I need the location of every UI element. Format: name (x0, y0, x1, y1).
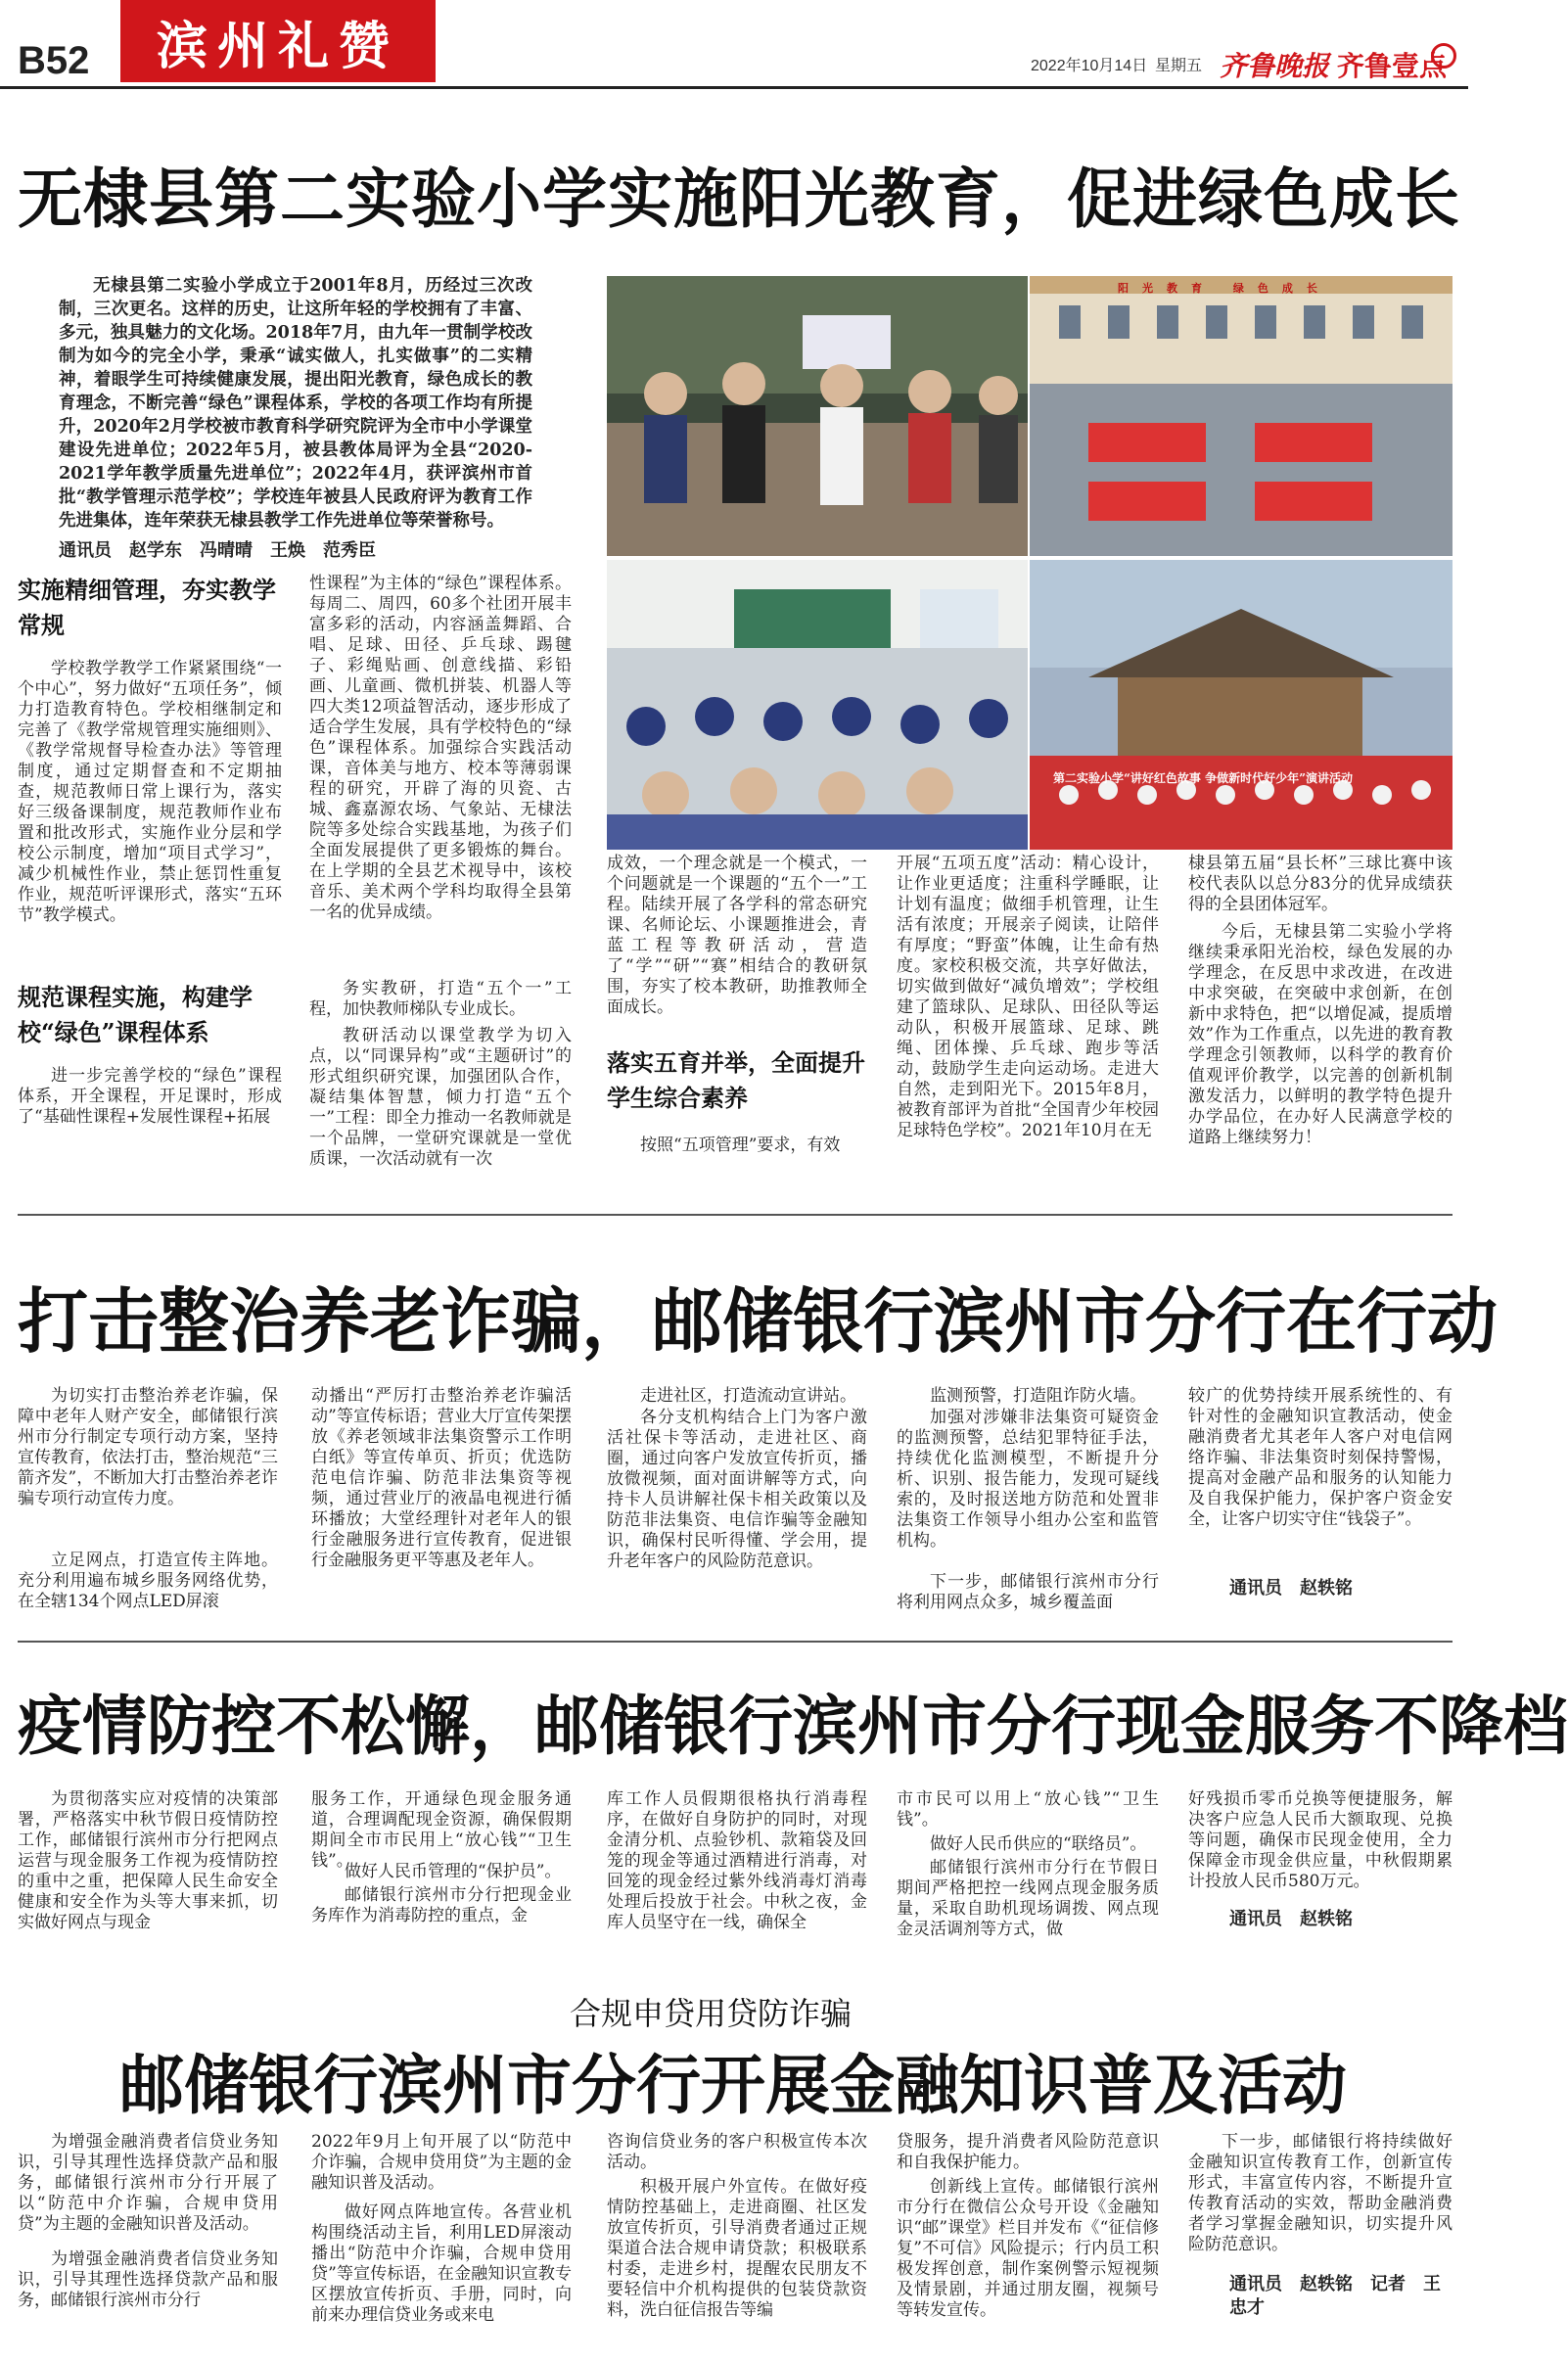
photo-classroom (607, 560, 1028, 850)
article3-col4-text2: 做好人民币供应的“联络员”。 (930, 1834, 1147, 1854)
article2-col4-text: 监测预警，打造阻诈防火墙。 (930, 1386, 1146, 1406)
article4-subtitle: 合规申贷用贷防诈骗 (570, 1995, 853, 2032)
article2-col3-text2: 各分支机构结合上门为客户激活社保卡等活动，走进社区、商圈，通过向客户发放宣传折页，播放微视频，面对面讲解等方式，向持卡人员讲解社保卡相关政策以及防范非法集资、电信诈骗等金融知识，确保村民听得懂、学会用，提升老年客户的风险防范意识。 (607, 1408, 867, 1571)
article1-col3-text2: 按照“五项管理”要求，有效 (640, 1135, 841, 1155)
article2-col4-text3: 下一步，邮储银行滨州市分行将利用网点众多，城乡覆盖面 (897, 1572, 1159, 1612)
article4-col4-text2: 创新线上宣传。邮储银行滨州市分行在微信公众号开设《金融知识“邮”课堂》栏目并发布《“征信修复”不可信》风险提示；行内员工积极发挥创意，制作案例警示短视频及情景剧，并通过朋友圈，视频号等转发宣传。 (897, 2177, 1159, 2320)
issue-date: 2022年10月14日 (1031, 58, 1148, 74)
photo-teachers-ceremony (607, 276, 1028, 556)
section-banner: 滨州礼赞 (120, 0, 436, 82)
article4-byline: 通讯员 赵轶铭 记者 王忠才 (1229, 2274, 1441, 2318)
article2-col1-text2: 立足网点，打造宣传主阵地。充分利用遍布城乡服务网络优势，在全辖134个网点LED屏滚 (18, 1551, 278, 1611)
section-rule-1 (18, 1214, 1453, 1216)
article2-col1-text: 为切实打击整治养老诈骗，保障中老年人财产安全，邮储银行滨州市分行制定专项行动方案，坚持宣传教育，依法打击，整治规范“三箭齐发”，不断加大打击整治养老诈骗专项行动宣传力度。 (18, 1386, 278, 1508)
article4-col1-text: 为增强金融消费者信贷业务知识，引导其理性选择贷款产品和服务，邮储银行滨州市分行开展了以“防范中介诈骗，合规申贷用贷”为主题的金融知识普及活动。 (18, 2132, 278, 2234)
article2-col2-text: 动播出“严厉打击整治养老诈骗活动”等宣传标语；营业大厅宣传架摆放《养老领域非法集资警示工作明白纸》等宣传单页、折页；优选防范电信诈骗、防范非法集资等视频，通过营业厅的液晶电视进行循环播放；大堂经理针对老年人的银行金融服务进行宣传教育，促进银行金融服务更平等惠及老年人。 (311, 1386, 572, 1570)
article3-title: 疫情防控不松懈，邮储银行滨州市分行现金服务不降档 (18, 1688, 1568, 1764)
article3-col2-text3: 邮储银行滨州市分行把现金业务库作为消毒防控的重点，金 (311, 1885, 572, 1925)
article2-col4-text2: 加强对涉嫌非法集资可疑资金的监测预警，总结犯罪特征手法，持续优化监测模型，不断提升分析、识别、报告能力，发现可疑线索的，及时报送地方防范和处置非法集资工作领导小组办公室和监管机构。 (897, 1408, 1159, 1551)
article2-col5-text: 较广的优势持续开展系统性的、有针对性的金融知识宣教活动，使金融消费者尤其老年人客户对电信网络诈骗、非法集资时刻保持警惕，提高对金融产品和服务的认知能力及自我保护能力，保护客户资金安全，让客户切实守住“钱袋子”。 (1188, 1386, 1453, 1529)
article1-col3-text: 成效，一个理念就是一个模式，一个问题就是一个课题的“五个一”工程。陆续开展了各学科的常态研究课、名师论坛、小课题推进会，青蓝工程等教研活动，营造了“学”“研”“赛”相结合的教研氛围，夯实了校本教研，助推教师全面成长。 (607, 854, 867, 1017)
article3-col1-text: 为贯彻落实应对疫情的决策部署，严格落实中秋节假日疫情防控工作，邮储银行滨州市分行把网点运营与现金服务工作视为疫情防控的重中之重，把保障人民生命安全健康和安全作为头等大事来抓，切实做好网点与现金 (18, 1789, 278, 1932)
article2-col3-text: 走进社区，打造流动宣讲站。 (640, 1386, 856, 1406)
article3-col2-text2: 做好人民币管理的“保护员”。 (345, 1862, 562, 1881)
article2-byline: 通讯员 赵轶铭 (1229, 1578, 1353, 1598)
article1-intro: 无棣县第二实验小学成立于2001年8月，历经过三次改制，三次更名。这样的历史，让这所年轻的学校拥有了丰富、多元，独具魅力的文化场。2018年7月，由九年一贯制学校改制为如今的完全小学，秉承“诚实做人，扎实做事”的二实精神，着眼学生可持续健康发展，提出阳光教育，绿色成长的教育理念，不断完善“绿色”课程体系，学校的各项工作均有所提升，2020年2月学校被市教育科学研究院评为全市中小学课堂建设先进单位；2022年5月，被县教体局评为全县“2020-2021学年教学质量先进单位”；2022年4月，获评滨州市首批“教学管理示范学校”；学校连年被县人民政府评为教育工作先进集体，连年荣获无棣县教学工作先进单位等荣誉称号。 (59, 276, 532, 531)
article4-col3-text: 咨询信贷业务的客户积极宣传本次活动。 (607, 2132, 867, 2172)
article4-col4-text: 贷服务，提升消费者风险防范意识和自我保护能力。 (897, 2132, 1159, 2172)
photo-banner-text-2: 第二实验小学“讲好红色故事 争做新时代好少年”演讲活动 (1053, 771, 1353, 785)
header-rule (0, 86, 1468, 89)
issue-weekday: 星期五 (1155, 58, 1203, 74)
article1-byline: 通讯员 赵学东 冯晴晴 王焕 范秀臣 (59, 540, 376, 561)
article1-subhead-2: 规范课程实施，构建学校“绿色”课程体系 (18, 983, 253, 1046)
article1-col2-text: 性课程”为主体的“绿色”课程体系。每周二、周四，60多个社团开展丰富多彩的活动，内容涵盖舞蹈、合唱、足球、田径、乒乓球、踢毽子、彩绳贴画、创意线描、彩铅画、儿童画、微机拼装、机器人等四大类12项益智活动，逐步形成了适合学生发展，具有学校特色的“绿色”课程体系。加强综合实践活动课，音体美与地方、校本等薄弱课程的研究，开辟了海的贝瓷、古城、鑫嘉源农场、气象站、无棣法院等多处综合实践基地，为孩子们全面发展提供了更多锻炼的舞台。在上学期的全县艺术视导中，该校音乐、美术两个学科均取得全县第一名的优异成绩。 (309, 574, 572, 922)
article1-col5-text: 棣县第五届“县长杯”三球比赛中该校代表队以总分83分的优异成绩获得的全县团体冠军。 (1188, 854, 1453, 914)
article3-col3-text: 库工作人员假期很格执行消毒程序，在做好自身防护的同时，对现金清分机、点验钞机、款箱袋及回笼的现金等通过酒精进行消毒，对回笼的现金经过紫外线消毒灯消毒处理后投放于社会。中秋之夜，金库人员坚守在一线，确保全 (607, 1789, 867, 1932)
article3-col4-text: 市市民可以用上“放心钱”“卫生钱”。 (897, 1789, 1159, 1830)
article3-byline: 通讯员 赵轶铭 (1229, 1909, 1353, 1929)
article1-col4-text: 开展“五项五度”活动：精心设计，让作业更适度；注重科学睡眠，让计划有温度；做细手机管理，让生活有浓度；开展亲子阅读，让陪伴有厚度；“野蛮”体魄，让生命有热度。家校积极交流，共享好做法，切实做到做好“减负增效”；学校组建了篮球队、足球队、田径队等运动队，积极开展篮球、足球、跳绳、团体操、乒乓球、跑步等活动，鼓励学生走向运动场。走进大自然，走到阳光下。2015年8月，被教育部评为首批“全国青少年校园足球特色学校”。2021年10月在无 (897, 854, 1159, 1140)
photo-banner-text-1: 阳光教育 绿色成长 (1118, 282, 1331, 295)
brand-qilu-yidian: 齐鲁壹点 (1337, 51, 1448, 81)
article4-col2-text: 2022年9月上旬开展了以“防范中介诈骗，合规申贷用贷”为主题的金融知识普及活动。 (311, 2132, 572, 2193)
article1-col2-text2: 务实教研，打造“五个一”工程，加快教师梯队专业成长。 (309, 979, 572, 1019)
article1-col1-text: 学校教学教学工作紧紧围绕“一个中心”，努力做好“五项任务”，倾力打造教育特色。学校相继制定和完善了《教学常规管理实施细则》、《教学常规督导检查办法》等管理制度，通过定期督查和不定期抽查，规范教师日常上课行为，落实好三级备课制度，规范教师作业布置和批改形式，实施作业分层和学校公示制度，增加“项目式学习”，减少机械性作业，禁止惩罚性重复作业，规范听评课形式，落实“五环节”教学模式。 (18, 659, 282, 925)
section-rule-2 (18, 1641, 1453, 1643)
article1-subhead-3: 落实五育并举，全面提升学生综合素养 (607, 1048, 865, 1112)
article1-col1-text2: 进一步完善学校的“绿色”课程体系，开全课程，开足课时，形成了“基础性课程+发展性课程+拓展 (18, 1066, 282, 1127)
article1-title: 无棣县第二实验小学实施阳光教育，促进绿色成长 (18, 161, 1460, 237)
article3-col2-text: 服务工作，开通绿色现金服务通道，合理调配现金资源，确保假期期间全市市民用上“放心钱”“卫生钱”。 (311, 1789, 572, 1871)
article4-col5-text: 下一步，邮储银行将持续做好金融知识宣传教育工作，创新宣传形式，丰富宣传内容，不断提升宣传教育活动的实效，帮助金融消费者学习掌握金融知识，切实提升风险防范意识。 (1188, 2132, 1453, 2254)
article1-subhead-1: 实施精细管理，夯实教学常规 (18, 576, 276, 639)
article3-col4-text3: 邮储银行滨州市分行在节假日期间严格把控一线网点现金服务质量，采取自助机现场调拨、网点现金灵活调剂等方式，做 (897, 1858, 1159, 1939)
article1-col1 (18, 573, 282, 1131)
page-number: B52 (18, 39, 90, 82)
article4-col3-text2: 积极开展户外宣传。在做好疫情防控基础上，走进商圈、社区发放宣传折页，引导消费者通过正规渠道合法合规申请贷款；积极联系村委，走进乡村，提醒农民朋友不要轻信中介机构提供的包装贷款资料，洗白征信报告等编 (607, 2177, 867, 2320)
photo-school-assembly (1030, 276, 1453, 556)
article1-col2-text3: 教研活动以课堂教学为切入点，以“同课异构”或“主题研讨”的形式组织研究课，加强团队合作，凝结集体智慧，倾力打造“五个一”工程：即全力推动一名教师就是一个品牌，一堂研究课就是一堂优质课，一次活动就有一次 (309, 1026, 572, 1169)
article3-col5-text: 好残损币零币兑换等便捷服务，解决客户应急人民币大额取现、兑换等问题，确保市民现金使用，全力保障金市现金供应量，中秋假期累计投放人民币580万元。 (1188, 1789, 1453, 1891)
article4-col1-text2: 为增强金融消费者信贷业务知识，引导其理性选择贷款产品和服务，邮储银行滨州市分行 (18, 2249, 278, 2310)
article1-col5-text2: 今后，无棣县第二实验小学将继续秉承阳光治校，绿色发展的办学理念，在反思中求改进，在改进中求突破，在突破中求创新，在创新中求特色，把“以增促减，提质增效”作为工作重点，以先进的教育教学理念引领教师，以科学的教育价值观评价教学，以完善的创新机制激发活力，以鲜明的教学特色提升办学品位，在办好人民满意学校的道路上继续努力！ (1188, 922, 1453, 1147)
photo-red-heritage-group (1030, 560, 1453, 850)
article2-title: 打击整治养老诈骗，邮储银行滨州市分行在行动 (18, 1279, 1499, 1363)
brand-qilu-evening-news: 齐鲁晚报 (1220, 50, 1330, 82)
qilu-yidian-logo-icon (1431, 43, 1456, 69)
article4-col2-text2: 做好网点阵地宣传。各营业机构围绕活动主旨，利用LED屏滚动播出“防范中介诈骗，合规申贷用贷”等宣传标语，在金融知识宣教专区摆放宣传折页、手册，同时，向前来办理信贷业务或来电 (311, 2202, 572, 2325)
article4-title: 邮储银行滨州市分行开展金融知识普及活动 (119, 2047, 1347, 2123)
